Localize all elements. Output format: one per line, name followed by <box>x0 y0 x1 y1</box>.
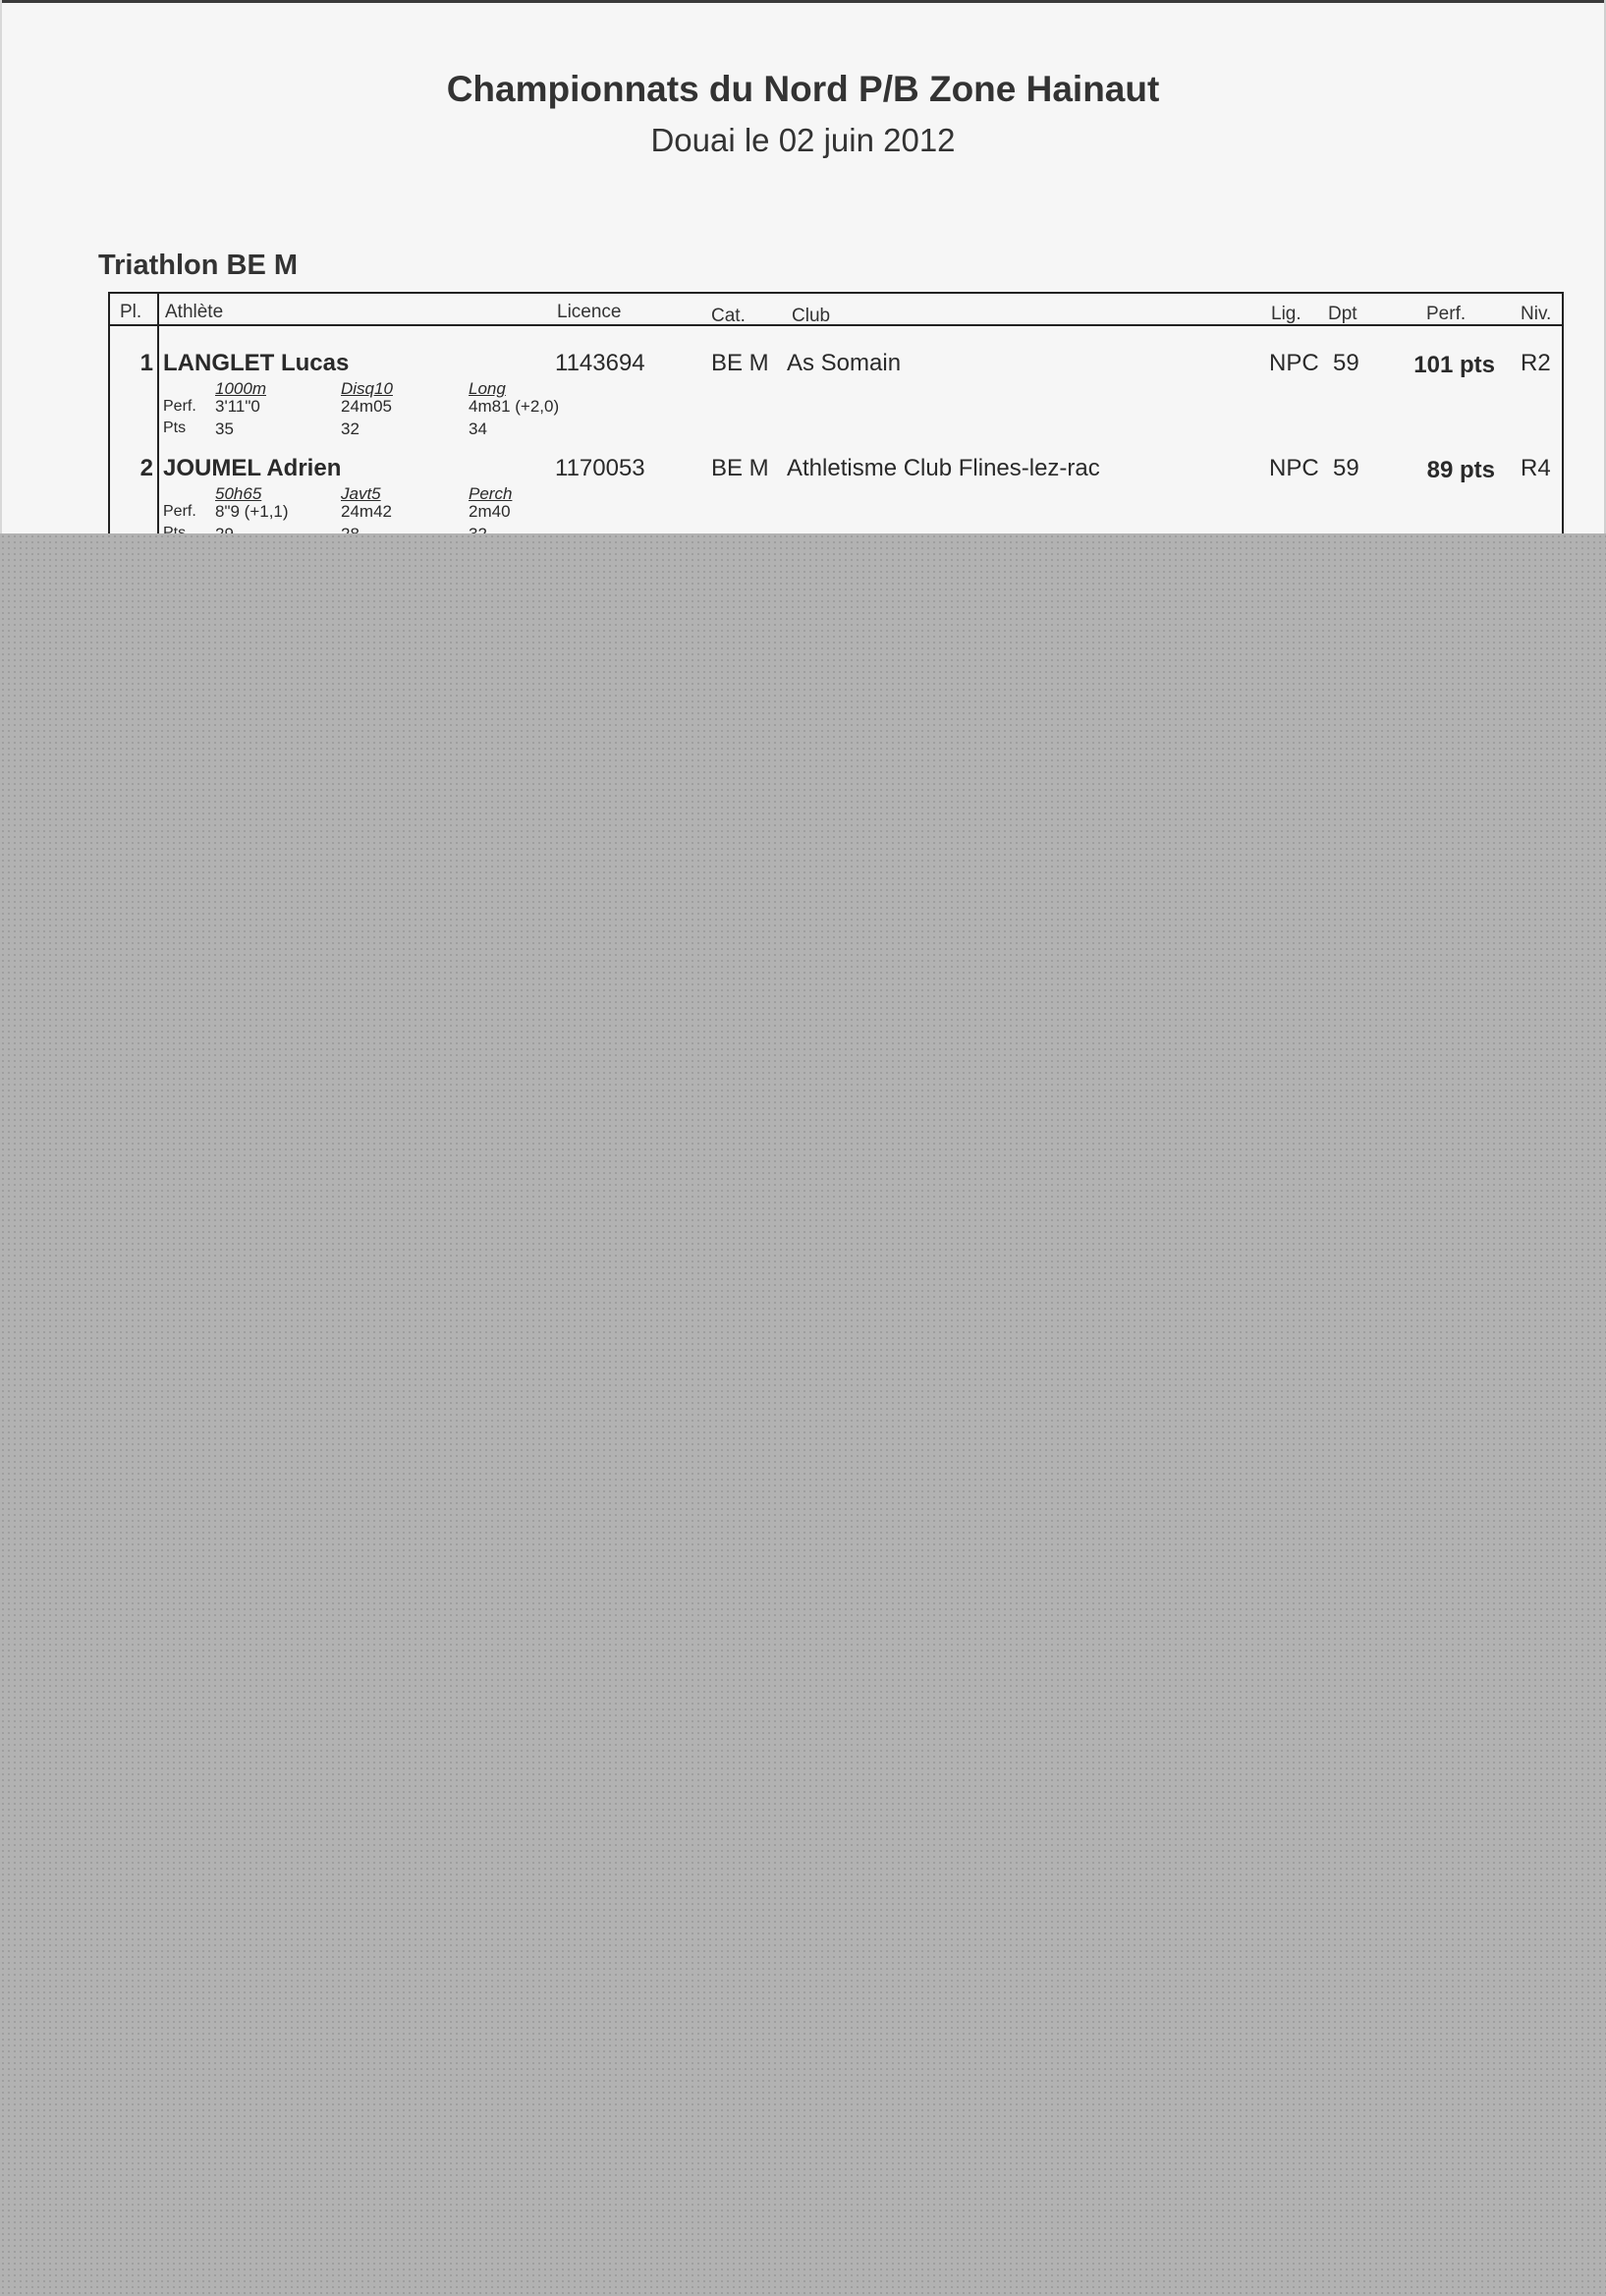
athlete-name: LANGLET Lucas <box>163 350 350 376</box>
event-perf: 24m05 <box>341 397 392 416</box>
event-perf: 2m40 <box>469 502 511 521</box>
athlete-level: R2 <box>1521 350 1551 376</box>
athlete-licence: 1143694 <box>555 350 645 376</box>
header-cat: Cat. <box>711 306 746 326</box>
athlete-name: JOUMEL Adrien <box>163 455 342 481</box>
athlete-place: 2 <box>139 455 153 481</box>
athlete-total-points: 101 pts <box>1413 352 1495 378</box>
document-subtitle: Douai le 02 juin 2012 <box>650 122 956 158</box>
document-title: Championnats du Nord P/B Zone Hainaut <box>446 69 1160 109</box>
athlete-place: 1 <box>139 350 153 376</box>
event-pts: 34 <box>469 420 487 438</box>
section-title: Triathlon BE M <box>98 250 298 281</box>
header-lig: Lig. <box>1271 304 1301 324</box>
redacted-area <box>0 533 1606 2296</box>
event-perf: 24m42 <box>341 502 392 521</box>
athlete-total-points: 89 pts <box>1426 457 1495 483</box>
event-perf: 4m81 (+2,0) <box>469 397 560 416</box>
event-name: Long <box>469 379 506 398</box>
header-dpt: Dpt <box>1328 304 1357 324</box>
header-perf: Perf. <box>1426 304 1467 324</box>
pts-label: Pts <box>163 420 187 436</box>
athlete-club: As Somain <box>787 350 902 376</box>
athlete-league: NPC <box>1269 455 1319 481</box>
event-perf: 8"9 (+1,1) <box>215 502 289 521</box>
athlete-league: NPC <box>1269 350 1319 376</box>
athlete-category: BE M <box>711 455 769 481</box>
perf-label: Perf. <box>163 503 196 520</box>
event-name: 50h65 <box>215 484 262 503</box>
event-name: Disq10 <box>341 379 393 398</box>
header-licence: Licence <box>557 302 622 322</box>
athlete-department: 59 <box>1333 455 1359 481</box>
table-row <box>110 340 1562 445</box>
athlete-department: 59 <box>1333 350 1359 376</box>
athlete-category: BE M <box>711 350 769 376</box>
athlete-club: Athletisme Club Flines-lez-rac <box>787 455 1100 481</box>
header-niv: Niv. <box>1521 304 1552 324</box>
event-pts: 32 <box>341 420 360 438</box>
header-athlete: Athlète <box>165 302 224 322</box>
perf-label: Perf. <box>163 398 196 415</box>
athlete-licence: 1170053 <box>555 455 645 481</box>
page-top-edge <box>0 0 1606 3</box>
athlete-level: R4 <box>1521 455 1551 481</box>
event-name: Javt5 <box>341 484 381 503</box>
event-name: 1000m <box>215 379 266 398</box>
event-name: Perch <box>469 484 513 503</box>
header-club: Club <box>792 306 831 326</box>
event-perf: 3'11"0 <box>215 397 260 416</box>
event-pts: 35 <box>215 420 234 438</box>
header-pl: Pl. <box>120 302 142 322</box>
